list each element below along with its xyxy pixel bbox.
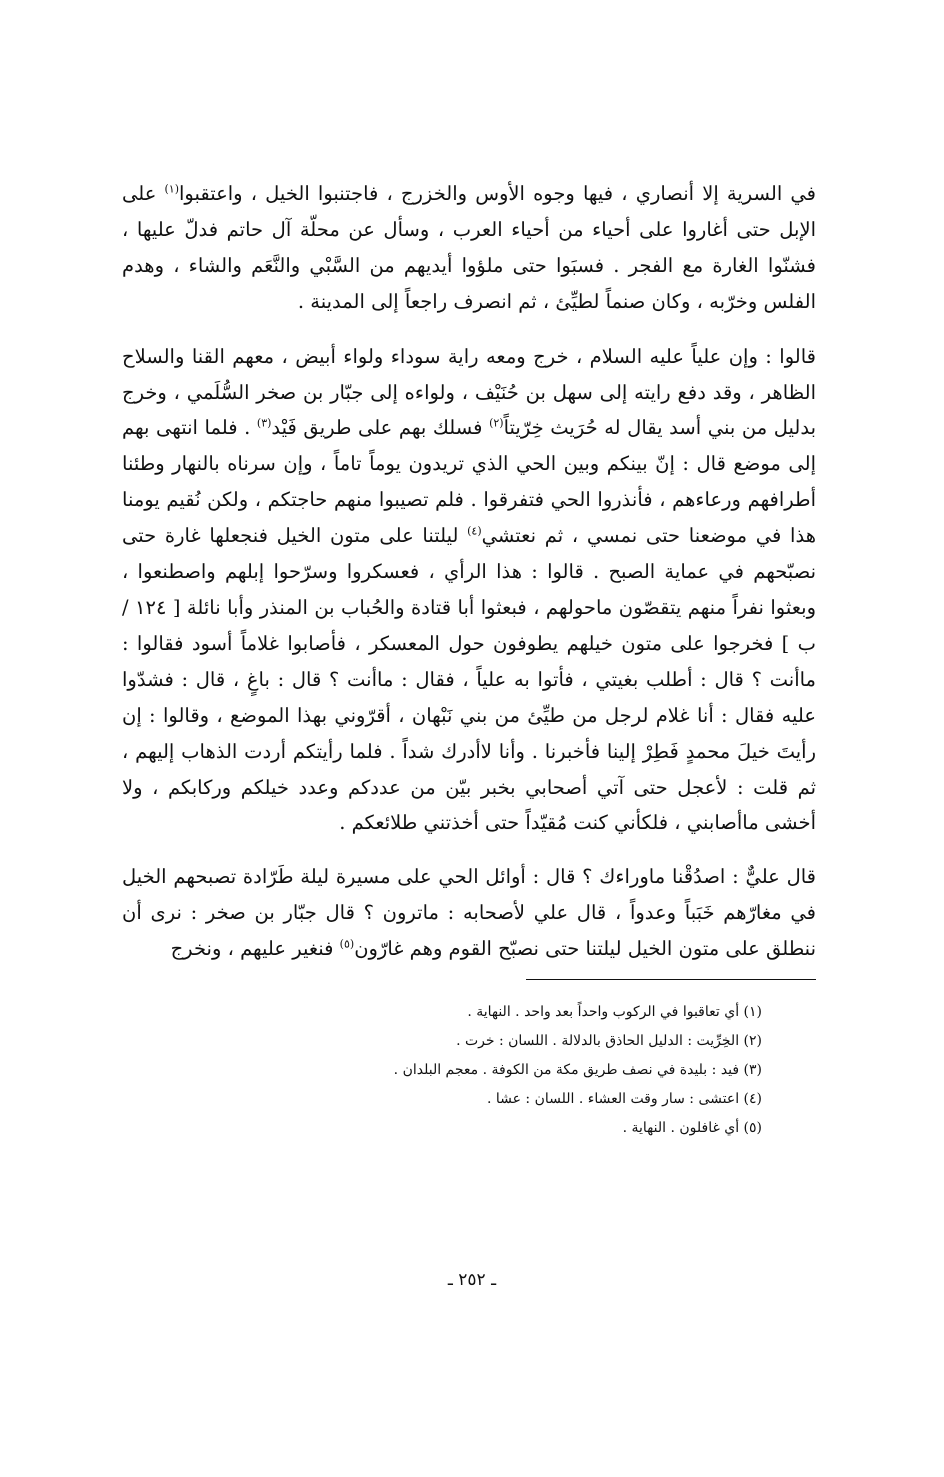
paragraph-1 — [122, 176, 816, 320]
text-run: على الإبل حتى أغاروا على أحياء من أحياء العرب ، وسأل عن محلّة آل حاتم فدلّ عليها ، فشنّوا الغارة مع الفجر . فسبَوا حتى ملؤوا أيديهم من السَّبْي والنَّعَم والشاء ، وهدم الفلس وخرّبه ، وكان صنماً لطيِّئ ، ثم انصرف راجعاً إلى المدينة . — [122, 182, 816, 313]
footnote-5: (٥) أي غافلون . النهاية . — [622, 1120, 762, 1137]
text-run: في السرية إلا أنصاري ، فيها وجوه الأوس والخزرج ، فاجتنبوا الخيل ، واعتقبوا — [179, 182, 816, 205]
text-run: قالوا : وإن علياً عليه السلام ، خرج ومعه راية سوداء ولواء أبيض ، معهم القنا والسلاح الظاهر ، وقد دفع رايته إلى سهل بن حُنَيْف ، ولواءه إلى جبّار بن صخر السُّلَمي ، وخرج بدليل من بني أسد يقال له حُرَيث خِرّيتاً — [122, 344, 817, 440]
footnote-divider — [526, 979, 816, 980]
footnote-3: (٣) فيد : بليدة في نصف طريق مكة من الكوفة . معجم البلدان . — [393, 1062, 762, 1079]
text-run: قال عليٌّ : اصدُقْنا ماوراءك ؟ قال : أوائل الحي على مسيرة ليلة طَرّادة تصبحهم الخيل في مغارّهم خَبَباً وعدواً ، قال علي لأصحابه : ماترون ؟ قال جبّار بن صخر : نرى أن ننطلق على متون الخيل ليلتنا حتى نصبّح القوم وهم غارّون — [122, 865, 816, 961]
footnote-2: (٢) الخِرِّيت : الدليل الحاذق بالدلالة . اللسان : خرت . — [456, 1033, 762, 1050]
footnote-ref-2: (٢) — [489, 416, 504, 430]
footnote-ref-1: (١) — [164, 182, 179, 196]
text-run: . فلما انتهى بهم إلى موضع قال : إنّ بينكم وبين الحي الذي تريدون يوماً تاماً ، وإن سرناه بالنهار وطئنا أطرافهم ورعاءهم ، فأنذروا الحي فتفرقوا . فلم تصيبوا منهم حاجتكم ، ولكن نُقيم يومنا هذا في موضعنا حتى نمسي ، ثم نعتشي — [122, 416, 816, 548]
footnote-ref-5: (٥) — [339, 937, 355, 951]
footnote-ref-3: (٣) — [256, 416, 272, 430]
paragraph-2 — [122, 339, 816, 842]
footnote-1: (١) أي تعاقبوا في الركوب واحداً بعد واحد . النهاية . — [467, 1004, 762, 1021]
footnote-4: (٤) اعتشى : سار وقت العشاء . اللسان : عشا . — [486, 1091, 762, 1108]
text-run: ليلتنا على متون الخيل فنجعلها غارة حتى نصبّحهم في عماية الصبح . قالوا : هذا الرأي ، فعسكروا وسرّحوا إبلهم واصطنعوا ، وبعثوا نفراً منهم يتقصّون ماحولهم ، فبعثوا أبا قتادة والحُباب بن المنذر وأبا نائلة [ ١٢٤ / ب ] فخرجوا على متون خيلهم يطوفون حول المعسكر ، فأصابوا غلاماً أسود فقالوا : ماأنت ؟ قال : أطلب بغيتي ، فأتوا به علياً ، فقال : ماأنت ؟ قال : باغٍ ، قال : فشدّوا عليه فقال : أنا غلام لرجل من طيِّئ من بني نَبْهان ، أقرّوني بهذا الموضع ، وقالوا : إن رأيتَ خيلَ محمدٍ فَطِرْ إلينا فأخبرنا . وأنا لاأدرك شداً . فلما رأيتكم أردت الذهاب إليهم ، ثم قلت : لأعجل حتى آتي أصحابي بخبر بيّن من عددكم وعدد خيلكم وركابكم ، ولا أخشى ماأصابني ، فلكأني كنت مُقيّداً حتى أخذتني طلائعكم . — [122, 524, 816, 835]
page-number: ـ ٢٥٢ ـ — [447, 1270, 497, 1290]
paragraph-3 — [122, 859, 816, 967]
footnote-ref-4: (٤) — [467, 524, 482, 538]
footnotes-list — [122, 998, 816, 1143]
text-run: فنغير عليهم ، ونخرج — [170, 937, 340, 961]
text-run: فسلك بهم على طريق فَيْد — [271, 416, 490, 440]
